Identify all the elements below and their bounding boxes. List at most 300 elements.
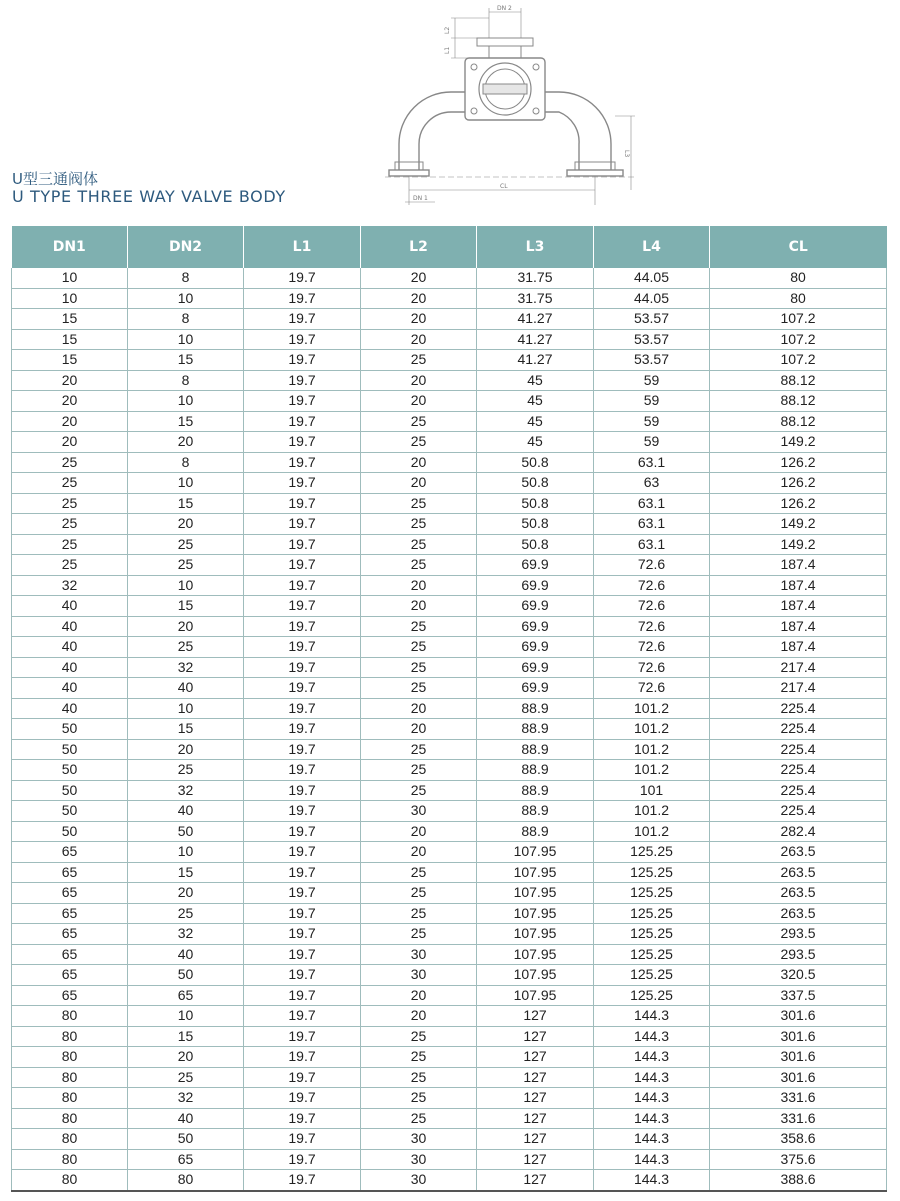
table-cell-dn1: 40 xyxy=(12,596,128,617)
table-cell-l3: 31.75 xyxy=(477,268,594,288)
table-row xyxy=(12,1006,887,1027)
table-cell-dn2: 50 xyxy=(128,965,244,986)
table-cell-l2: 20 xyxy=(361,719,477,740)
table-cell-l1: 19.7 xyxy=(244,1006,361,1027)
table-cell-cl: 88.12 xyxy=(710,391,887,412)
title-chinese: U型三通阀体 xyxy=(12,170,98,188)
table-row xyxy=(12,1129,887,1150)
table-cell-l1: 19.7 xyxy=(244,821,361,842)
table-cell-l1: 19.7 xyxy=(244,575,361,596)
table-cell-l4: 144.3 xyxy=(594,1088,710,1109)
table-cell-cl: 225.4 xyxy=(710,801,887,822)
table-cell-l2: 20 xyxy=(361,575,477,596)
table-cell-dn2: 40 xyxy=(128,944,244,965)
table-cell-l4: 72.6 xyxy=(594,678,710,699)
table-cell-l3: 127 xyxy=(477,1026,594,1047)
table-cell-cl: 301.6 xyxy=(710,1067,887,1088)
table-row xyxy=(12,780,887,801)
table-cell-l4: 63.1 xyxy=(594,493,710,514)
table-cell-dn1: 32 xyxy=(12,575,128,596)
table-cell-dn2: 32 xyxy=(128,1088,244,1109)
table-cell-l1: 19.7 xyxy=(244,1129,361,1150)
table-cell-dn2: 8 xyxy=(128,452,244,473)
table-cell-l1: 19.7 xyxy=(244,637,361,658)
table-cell-l4: 72.6 xyxy=(594,657,710,678)
table-cell-dn1: 65 xyxy=(12,965,128,986)
table-cell-cl: 293.5 xyxy=(710,944,887,965)
table-cell-dn1: 65 xyxy=(12,944,128,965)
table-cell-cl: 301.6 xyxy=(710,1047,887,1068)
table-cell-l4: 101.2 xyxy=(594,698,710,719)
table-cell-dn1: 65 xyxy=(12,862,128,883)
table-cell-l1: 19.7 xyxy=(244,903,361,924)
table-cell-l2: 25 xyxy=(361,1026,477,1047)
table-cell-cl: 331.6 xyxy=(710,1108,887,1129)
table-cell-l4: 144.3 xyxy=(594,1149,710,1170)
table-cell-l1: 19.7 xyxy=(244,1088,361,1109)
table-cell-cl: 107.2 xyxy=(710,329,887,350)
table-cell-l4: 125.25 xyxy=(594,985,710,1006)
column-header-l3: L3 xyxy=(477,226,594,268)
table-row xyxy=(12,514,887,535)
table-cell-dn2: 10 xyxy=(128,391,244,412)
table-row xyxy=(12,637,887,658)
table-cell-l2: 30 xyxy=(361,1129,477,1150)
table-row xyxy=(12,350,887,371)
table-cell-l1: 19.7 xyxy=(244,1067,361,1088)
table-cell-cl: 388.6 xyxy=(710,1170,887,1191)
table-cell-l2: 25 xyxy=(361,534,477,555)
table-cell-l4: 53.57 xyxy=(594,350,710,371)
table-cell-l4: 63 xyxy=(594,473,710,494)
table-cell-dn2: 25 xyxy=(128,534,244,555)
table-cell-l2: 25 xyxy=(361,883,477,904)
table-cell-l4: 53.57 xyxy=(594,329,710,350)
table-cell-l4: 72.6 xyxy=(594,596,710,617)
table-cell-dn2: 32 xyxy=(128,924,244,945)
table-cell-l4: 44.05 xyxy=(594,268,710,288)
table-cell-l4: 101.2 xyxy=(594,801,710,822)
table-row xyxy=(12,1149,887,1170)
table-cell-cl: 217.4 xyxy=(710,657,887,678)
table-cell-l4: 101 xyxy=(594,780,710,801)
table-cell-l1: 19.7 xyxy=(244,883,361,904)
table-cell-l2: 20 xyxy=(361,821,477,842)
table-cell-l3: 127 xyxy=(477,1088,594,1109)
table-cell-l3: 88.9 xyxy=(477,719,594,740)
table-cell-l4: 125.25 xyxy=(594,924,710,945)
table-cell-l1: 19.7 xyxy=(244,432,361,453)
table-row xyxy=(12,1067,887,1088)
table-cell-l2: 25 xyxy=(361,657,477,678)
table-cell-l2: 20 xyxy=(361,370,477,391)
table-row xyxy=(12,1108,887,1129)
dim-label-l3: L3 xyxy=(623,150,630,158)
table-cell-l2: 25 xyxy=(361,1088,477,1109)
table-cell-dn1: 40 xyxy=(12,637,128,658)
table-row xyxy=(12,944,887,965)
table-cell-l3: 127 xyxy=(477,1129,594,1150)
table-cell-cl: 126.2 xyxy=(710,473,887,494)
table-cell-dn1: 80 xyxy=(12,1108,128,1129)
table-cell-l1: 19.7 xyxy=(244,309,361,330)
table-cell-l1: 19.7 xyxy=(244,719,361,740)
table-cell-cl: 225.4 xyxy=(710,719,887,740)
table-cell-cl: 225.4 xyxy=(710,780,887,801)
table-row xyxy=(12,391,887,412)
table-cell-dn2: 8 xyxy=(128,309,244,330)
table-cell-l4: 144.3 xyxy=(594,1170,710,1191)
table-cell-l1: 19.7 xyxy=(244,329,361,350)
table-cell-dn1: 80 xyxy=(12,1067,128,1088)
table-cell-l1: 19.7 xyxy=(244,473,361,494)
table-cell-l4: 144.3 xyxy=(594,1108,710,1129)
table-row xyxy=(12,883,887,904)
table-cell-dn1: 80 xyxy=(12,1047,128,1068)
table-row xyxy=(12,534,887,555)
table-cell-l4: 59 xyxy=(594,432,710,453)
table-cell-dn1: 80 xyxy=(12,1088,128,1109)
table-cell-dn2: 10 xyxy=(128,698,244,719)
table-cell-dn2: 10 xyxy=(128,842,244,863)
spec-table-body xyxy=(12,268,887,1191)
table-cell-cl: 187.4 xyxy=(710,575,887,596)
table-cell-dn1: 50 xyxy=(12,780,128,801)
table-cell-l3: 107.95 xyxy=(477,883,594,904)
table-cell-l3: 69.9 xyxy=(477,616,594,637)
table-cell-l2: 25 xyxy=(361,493,477,514)
table-cell-l2: 25 xyxy=(361,780,477,801)
table-cell-cl: 301.6 xyxy=(710,1006,887,1027)
table-cell-cl: 225.4 xyxy=(710,698,887,719)
table-cell-l4: 63.1 xyxy=(594,514,710,535)
table-row xyxy=(12,657,887,678)
table-cell-l3: 127 xyxy=(477,1149,594,1170)
table-row xyxy=(12,288,887,309)
table-cell-l4: 125.25 xyxy=(594,965,710,986)
table-cell-l1: 19.7 xyxy=(244,801,361,822)
table-cell-cl: 187.4 xyxy=(710,637,887,658)
table-cell-dn2: 10 xyxy=(128,329,244,350)
table-cell-l3: 107.95 xyxy=(477,903,594,924)
table-cell-cl: 337.5 xyxy=(710,985,887,1006)
table-cell-l4: 101.2 xyxy=(594,739,710,760)
table-cell-l3: 69.9 xyxy=(477,555,594,576)
table-cell-dn1: 80 xyxy=(12,1149,128,1170)
table-cell-dn1: 80 xyxy=(12,1129,128,1150)
table-cell-l3: 50.8 xyxy=(477,534,594,555)
table-row xyxy=(12,575,887,596)
table-cell-cl: 263.5 xyxy=(710,883,887,904)
table-cell-dn1: 20 xyxy=(12,432,128,453)
table-cell-l1: 19.7 xyxy=(244,268,361,288)
valve-body-drawing xyxy=(385,0,655,210)
table-cell-l1: 19.7 xyxy=(244,944,361,965)
table-cell-l1: 19.7 xyxy=(244,1026,361,1047)
table-cell-l4: 101.2 xyxy=(594,719,710,740)
table-cell-dn2: 20 xyxy=(128,739,244,760)
table-cell-l1: 19.7 xyxy=(244,739,361,760)
table-cell-l1: 19.7 xyxy=(244,493,361,514)
table-cell-dn1: 50 xyxy=(12,719,128,740)
column-header-l1: L1 xyxy=(244,226,361,268)
table-cell-l4: 59 xyxy=(594,370,710,391)
table-cell-l3: 69.9 xyxy=(477,596,594,617)
table-cell-l3: 45 xyxy=(477,432,594,453)
table-cell-l4: 101.2 xyxy=(594,760,710,781)
table-cell-l2: 25 xyxy=(361,350,477,371)
table-cell-l2: 25 xyxy=(361,1067,477,1088)
table-cell-l3: 69.9 xyxy=(477,575,594,596)
table-row xyxy=(12,842,887,863)
table-cell-l1: 19.7 xyxy=(244,514,361,535)
table-cell-l3: 50.8 xyxy=(477,473,594,494)
table-cell-l4: 144.3 xyxy=(594,1026,710,1047)
table-cell-dn2: 8 xyxy=(128,268,244,288)
table-cell-dn1: 15 xyxy=(12,329,128,350)
table-cell-dn2: 10 xyxy=(128,288,244,309)
table-cell-l3: 50.8 xyxy=(477,452,594,473)
table-row xyxy=(12,965,887,986)
table-cell-cl: 149.2 xyxy=(710,432,887,453)
table-cell-l3: 88.9 xyxy=(477,821,594,842)
table-cell-dn1: 80 xyxy=(12,1006,128,1027)
table-cell-l3: 41.27 xyxy=(477,309,594,330)
table-cell-l4: 125.25 xyxy=(594,862,710,883)
table-cell-l3: 69.9 xyxy=(477,637,594,658)
table-cell-dn1: 10 xyxy=(12,268,128,288)
table-cell-dn2: 15 xyxy=(128,1026,244,1047)
table-row xyxy=(12,370,887,391)
table-row xyxy=(12,1047,887,1068)
table-cell-cl: 225.4 xyxy=(710,739,887,760)
table-cell-dn2: 20 xyxy=(128,1047,244,1068)
table-cell-l4: 125.25 xyxy=(594,903,710,924)
dim-label-cl: CL xyxy=(500,183,508,190)
table-cell-l3: 88.9 xyxy=(477,760,594,781)
table-cell-l3: 127 xyxy=(477,1047,594,1068)
table-cell-dn1: 80 xyxy=(12,1170,128,1191)
table-cell-dn1: 40 xyxy=(12,657,128,678)
table-cell-dn1: 50 xyxy=(12,821,128,842)
table-cell-l2: 20 xyxy=(361,391,477,412)
table-cell-l1: 19.7 xyxy=(244,780,361,801)
table-cell-l3: 50.8 xyxy=(477,514,594,535)
table-cell-l1: 19.7 xyxy=(244,452,361,473)
table-cell-l1: 19.7 xyxy=(244,862,361,883)
table-cell-l4: 125.25 xyxy=(594,944,710,965)
table-cell-dn1: 65 xyxy=(12,842,128,863)
table-cell-dn1: 25 xyxy=(12,452,128,473)
table-cell-dn2: 65 xyxy=(128,985,244,1006)
table-cell-l3: 107.95 xyxy=(477,924,594,945)
header-row xyxy=(12,226,887,268)
table-cell-cl: 126.2 xyxy=(710,493,887,514)
spec-table xyxy=(11,226,887,1192)
table-row xyxy=(12,719,887,740)
table-cell-dn2: 15 xyxy=(128,596,244,617)
table-cell-l2: 25 xyxy=(361,411,477,432)
table-cell-cl: 375.6 xyxy=(710,1149,887,1170)
table-cell-dn2: 32 xyxy=(128,780,244,801)
table-cell-dn1: 65 xyxy=(12,903,128,924)
table-cell-l4: 144.3 xyxy=(594,1006,710,1027)
table-row xyxy=(12,432,887,453)
table-cell-l2: 25 xyxy=(361,1047,477,1068)
table-cell-l1: 19.7 xyxy=(244,760,361,781)
table-cell-dn2: 15 xyxy=(128,862,244,883)
table-cell-dn1: 50 xyxy=(12,760,128,781)
table-cell-l1: 19.7 xyxy=(244,1047,361,1068)
table-cell-l2: 20 xyxy=(361,596,477,617)
table-cell-l1: 19.7 xyxy=(244,534,361,555)
table-cell-cl: 149.2 xyxy=(710,514,887,535)
table-cell-l1: 19.7 xyxy=(244,965,361,986)
table-cell-l3: 45 xyxy=(477,391,594,412)
table-cell-l3: 88.9 xyxy=(477,801,594,822)
table-cell-dn1: 20 xyxy=(12,391,128,412)
table-cell-l2: 25 xyxy=(361,432,477,453)
table-cell-cl: 301.6 xyxy=(710,1026,887,1047)
table-cell-cl: 263.5 xyxy=(710,862,887,883)
table-cell-dn2: 15 xyxy=(128,350,244,371)
table-cell-l2: 25 xyxy=(361,616,477,637)
table-cell-l4: 72.6 xyxy=(594,555,710,576)
table-cell-dn2: 8 xyxy=(128,370,244,391)
table-row xyxy=(12,1026,887,1047)
table-cell-dn1: 65 xyxy=(12,924,128,945)
table-cell-dn2: 32 xyxy=(128,657,244,678)
table-cell-l3: 88.9 xyxy=(477,698,594,719)
table-cell-dn1: 40 xyxy=(12,698,128,719)
table-cell-dn1: 15 xyxy=(12,350,128,371)
table-cell-cl: 88.12 xyxy=(710,370,887,391)
table-cell-dn1: 65 xyxy=(12,985,128,1006)
table-cell-l1: 19.7 xyxy=(244,924,361,945)
table-cell-l2: 20 xyxy=(361,698,477,719)
table-cell-l2: 25 xyxy=(361,739,477,760)
table-cell-l3: 107.95 xyxy=(477,965,594,986)
table-row xyxy=(12,493,887,514)
table-cell-l2: 25 xyxy=(361,678,477,699)
table-cell-l3: 127 xyxy=(477,1170,594,1191)
table-cell-dn2: 65 xyxy=(128,1149,244,1170)
table-cell-l3: 69.9 xyxy=(477,657,594,678)
table-cell-dn2: 40 xyxy=(128,1108,244,1129)
table-cell-l2: 25 xyxy=(361,924,477,945)
table-cell-dn2: 80 xyxy=(128,1170,244,1191)
table-cell-dn1: 65 xyxy=(12,883,128,904)
table-cell-cl: 293.5 xyxy=(710,924,887,945)
table-cell-l2: 20 xyxy=(361,268,477,288)
column-header-cl: CL xyxy=(710,226,887,268)
table-cell-dn2: 20 xyxy=(128,616,244,637)
table-row xyxy=(12,903,887,924)
table-cell-l2: 30 xyxy=(361,944,477,965)
table-cell-cl: 187.4 xyxy=(710,555,887,576)
table-cell-l3: 88.9 xyxy=(477,780,594,801)
column-header-dn1: DN1 xyxy=(12,226,128,268)
table-cell-l3: 41.27 xyxy=(477,329,594,350)
table-cell-l2: 20 xyxy=(361,985,477,1006)
column-header-dn2: DN2 xyxy=(128,226,244,268)
table-cell-l2: 25 xyxy=(361,903,477,924)
table-cell-l2: 20 xyxy=(361,309,477,330)
table-cell-dn2: 10 xyxy=(128,473,244,494)
table-cell-l3: 127 xyxy=(477,1108,594,1129)
table-cell-cl: 331.6 xyxy=(710,1088,887,1109)
table-cell-dn2: 15 xyxy=(128,493,244,514)
table-cell-dn2: 40 xyxy=(128,678,244,699)
table-cell-cl: 107.2 xyxy=(710,350,887,371)
column-header-l4: L4 xyxy=(594,226,710,268)
table-cell-l2: 25 xyxy=(361,637,477,658)
table-cell-dn2: 20 xyxy=(128,883,244,904)
table-cell-cl: 263.5 xyxy=(710,903,887,924)
table-cell-dn2: 10 xyxy=(128,1006,244,1027)
table-cell-dn1: 10 xyxy=(12,288,128,309)
table-row xyxy=(12,1170,887,1191)
table-cell-l1: 19.7 xyxy=(244,616,361,637)
table-cell-dn1: 25 xyxy=(12,514,128,535)
table-cell-dn1: 25 xyxy=(12,555,128,576)
table-cell-cl: 107.2 xyxy=(710,309,887,330)
title-english: U TYPE THREE WAY VALVE BODY xyxy=(12,187,286,206)
table-cell-l4: 59 xyxy=(594,411,710,432)
table-row xyxy=(12,555,887,576)
table-cell-l2: 25 xyxy=(361,760,477,781)
table-row xyxy=(12,678,887,699)
table-cell-dn2: 15 xyxy=(128,719,244,740)
table-cell-cl: 225.4 xyxy=(710,760,887,781)
table-row xyxy=(12,411,887,432)
table-cell-l2: 20 xyxy=(361,329,477,350)
table-cell-l3: 31.75 xyxy=(477,288,594,309)
table-cell-l2: 25 xyxy=(361,1108,477,1129)
table-cell-l3: 41.27 xyxy=(477,350,594,371)
table-cell-dn2: 50 xyxy=(128,1129,244,1150)
table-cell-l4: 72.6 xyxy=(594,637,710,658)
table-row xyxy=(12,924,887,945)
table-cell-cl: 126.2 xyxy=(710,452,887,473)
table-cell-dn2: 25 xyxy=(128,555,244,576)
table-cell-l3: 107.95 xyxy=(477,985,594,1006)
table-cell-l4: 144.3 xyxy=(594,1047,710,1068)
table-cell-l3: 69.9 xyxy=(477,678,594,699)
table-cell-cl: 80 xyxy=(710,288,887,309)
table-cell-cl: 88.12 xyxy=(710,411,887,432)
table-cell-l4: 101.2 xyxy=(594,821,710,842)
table-cell-dn1: 50 xyxy=(12,801,128,822)
table-cell-l1: 19.7 xyxy=(244,411,361,432)
table-cell-dn1: 80 xyxy=(12,1026,128,1047)
table-cell-l4: 144.3 xyxy=(594,1067,710,1088)
table-cell-l4: 72.6 xyxy=(594,616,710,637)
table-cell-l3: 45 xyxy=(477,411,594,432)
table-cell-cl: 320.5 xyxy=(710,965,887,986)
table-cell-l3: 88.9 xyxy=(477,739,594,760)
table-cell-l2: 30 xyxy=(361,1149,477,1170)
table-cell-l1: 19.7 xyxy=(244,1149,361,1170)
spec-table-header xyxy=(12,226,887,268)
table-cell-dn2: 40 xyxy=(128,801,244,822)
table-cell-dn1: 20 xyxy=(12,370,128,391)
table-cell-cl: 80 xyxy=(710,268,887,288)
table-cell-l3: 50.8 xyxy=(477,493,594,514)
table-row xyxy=(12,473,887,494)
table-cell-l2: 20 xyxy=(361,452,477,473)
table-row xyxy=(12,309,887,330)
